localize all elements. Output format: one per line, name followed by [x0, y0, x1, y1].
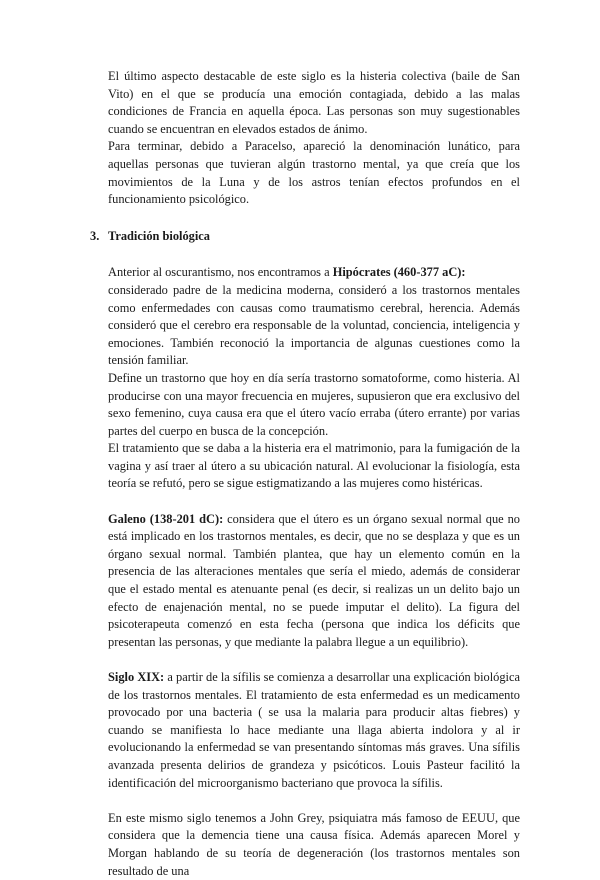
paragraph-hipocrates-3: El tratamiento que se daba a la histeria era el matrimonio, para la fumigación de la vagina y así traer al útero a su ubicación natural. Al evolucionar la fisiología, esta teoría se refutó, pero se sigue estigmatizando a las mujeres como histéricas.	[108, 441, 520, 491]
section-title: Tradición biológica	[108, 228, 210, 243]
section-heading	[90, 228, 502, 246]
section-number: 3.	[90, 228, 100, 243]
paragraph-hipocrates-lead	[108, 264, 520, 282]
galeno-name: Galeno (138-201 dC):	[108, 511, 224, 526]
galeno-text: considera que el útero es un órgano sexual normal que no está implicado en los trastornos mentales, es decir, que no se desplaza y que es un órgano sexual normal. También plantea, que hay un elemento común en la presencia de las alteraciones mentales que sería el miedo, además de considerar que el estado mental es atenuante penal (es decir, si realizas un un delito bajo un efecto de enajenación mental, no se puede imputar el delito). La figura del psicoterapeuta comenzó en esta fecha (persona que indica los déficits que presentan las personas, y que mediante la palabra llegue a un equilibrio).	[108, 511, 520, 649]
document-page	[90, 68, 521, 880]
siglo-xix-text: a partir de la sífilis se comienza a desarrollar una explicación biológica de los trastornos mentales. El tratamiento de esta enfermedad es un medicamento provocado por una bacteria ( se usa la malaria para producir altas fiebres) y cuando se manifiesta lo hace mediante una llaga abierta indolora y al ir evolucionando la enfermedad se van presentando síntomas más graves. Una sífilis avanzada presenta delirios de grandeza y psicóticos. Louis Pasteur facilitó la identificación del microorganismo bacteriano que provoca la sífilis.	[108, 670, 521, 790]
hipocrates-lead-text: Anterior al oscurantismo, nos encontramos a	[108, 265, 333, 280]
paragraph-hipocrates-2: Define un trastorno que hoy en día sería trastorno somatoforme, como histeria. Al producirse con una mayor frecuencia en mujeres, supusieron que era exclusivo del sexo femenino, cuya causa era que el útero vacío erraba (útero errante) por varias partes del cuerpo en busca de la concepción.	[108, 370, 520, 438]
siglo-xix-name: Siglo XIX:	[108, 670, 165, 684]
hipocrates-name: Hipócrates (460-377 aC):	[332, 265, 466, 280]
paragraph-john-grey: En este mismo siglo tenemos a John Grey, psiquiatra más famoso de EEUU, que considera que la demencia tiene una causa física. Además aparecen Morel y Morgan hablando de su teoría de degeneración (los trastornos mentales son resultado de una	[108, 810, 520, 878]
paragraph-paracelso: Para terminar, debido a Paracelso, apareció la denominación lunático, para aquellas personas que tuvieran algún trastorno mental, ya que creía que los movimientos de la Luna y de los astros tenían efectos profundos en el funcionamiento psicológico.	[108, 139, 520, 207]
paragraph-siglo-xix	[108, 669, 520, 792]
paragraph-galeno	[108, 511, 520, 652]
paragraph-histeria-colectiva: El último aspecto destacable de este siglo es la histeria colectiva (baile de San Vito) en el que se producía una emoción contagiada, debido a las malas condiciones de Francia en aquella época. Las personas son muy sugestionables cuando se encuentran en elevados estados de ánimo.	[108, 69, 520, 136]
paragraph-hipocrates-1: considerado padre de la medicina moderna, consideró a los trastornos mentales como enfermedades con causas como traumatismo cerebral, herencia. Además consideró que el cerebro era responsable de la voluntad, conciencia, inteligencia y emociones. También reconoció la importancia de algunas cuestiones como la tensión familiar.	[108, 282, 520, 368]
